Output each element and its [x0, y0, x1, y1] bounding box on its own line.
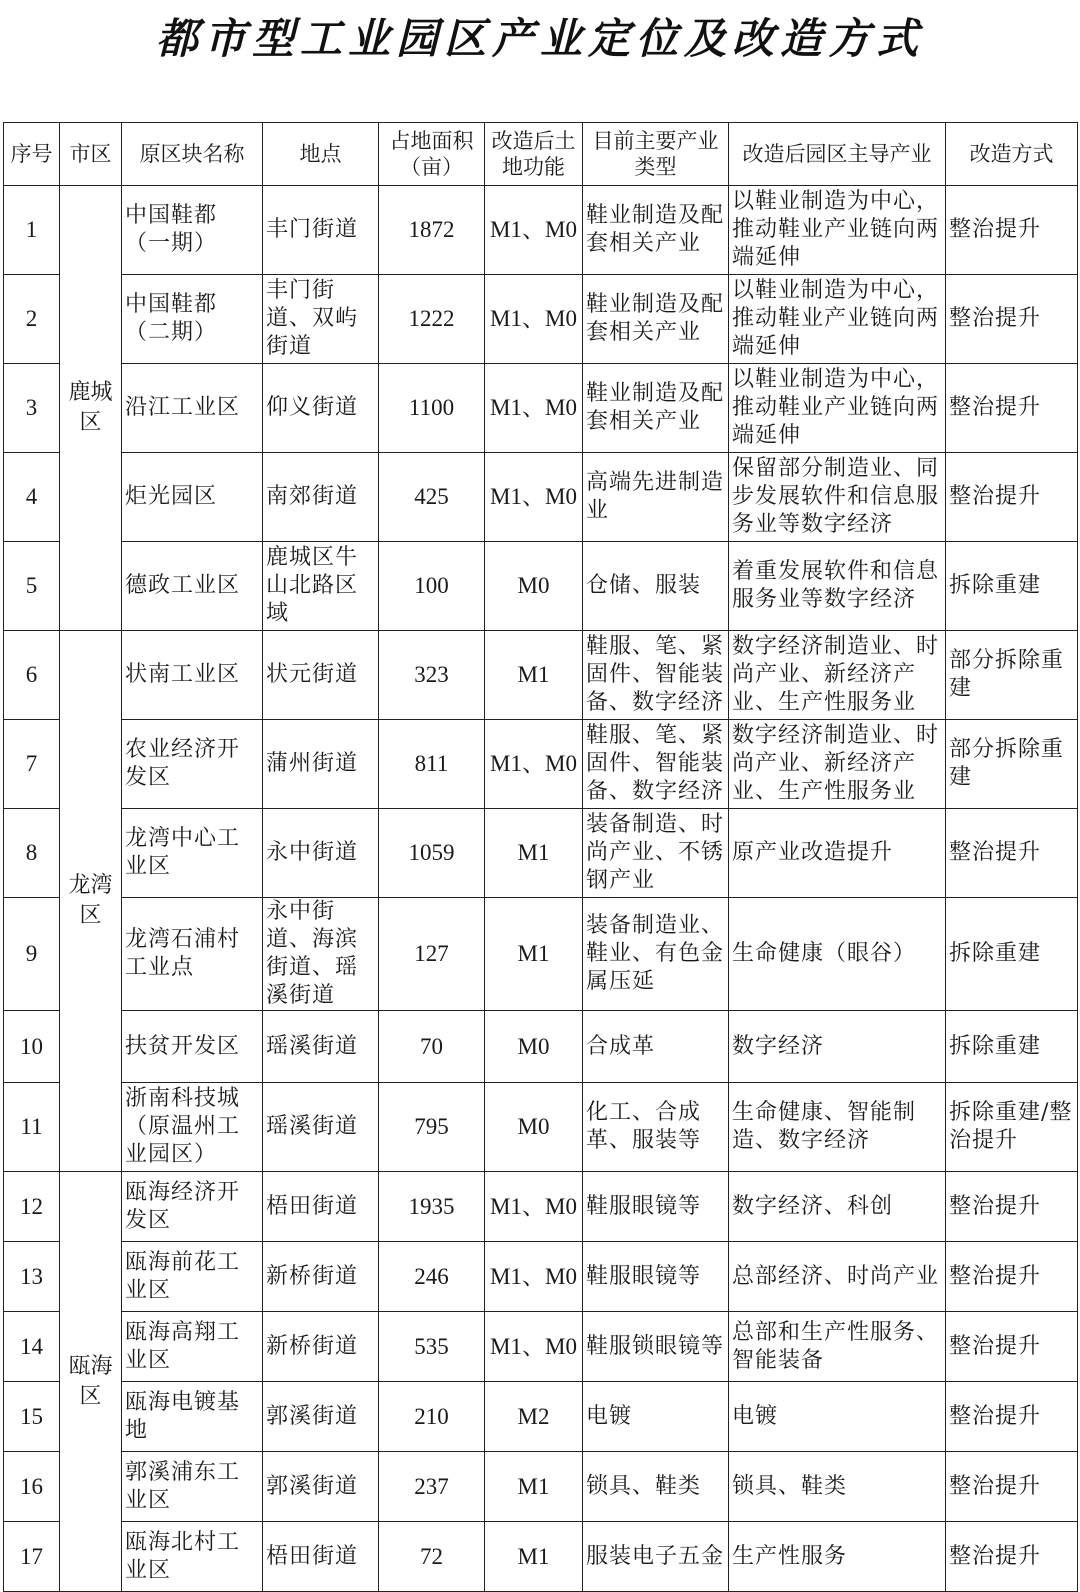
- cell-method: 整治提升: [946, 364, 1078, 453]
- cell-current: 锁具、鞋类: [583, 1452, 729, 1522]
- cell-location: 瑶溪街道: [263, 1011, 379, 1083]
- table-row: [4, 898, 1078, 1011]
- cell-future: 以鞋业制造为中心，推动鞋业产业链向两端延伸: [729, 186, 946, 275]
- cell-current: 鞋服眼镜等: [583, 1242, 729, 1312]
- cell-name: 瓯海电镀基地: [122, 1382, 263, 1452]
- cell-name: 龙湾中心工业区: [122, 809, 263, 898]
- cell-name: 中国鞋都（一期）: [122, 186, 263, 275]
- cell-district-lucheng: 鹿城区: [60, 186, 122, 631]
- cell-future: 数字经济制造业、时尚产业、新经济产业、生产性服务业: [729, 631, 946, 720]
- cell-location: 新桥街道: [263, 1242, 379, 1312]
- cell-function: M1: [485, 1452, 583, 1522]
- cell-location: 瑶溪街道: [263, 1083, 379, 1172]
- cell-current: 鞋服、笔、紧固件、智能装备、数字经济: [583, 631, 729, 720]
- cell-future: 生命健康、智能制造、数字经济: [729, 1083, 946, 1172]
- table-header: [4, 123, 1078, 186]
- cell-seq: 12: [4, 1172, 60, 1242]
- page-title: 都市型工业园区产业定位及改造方式: [155, 14, 924, 63]
- table-row: [4, 1172, 1078, 1242]
- cell-seq: 17: [4, 1522, 60, 1592]
- cell-location: 永中街道、海滨街道、瑶溪街道: [263, 898, 379, 1011]
- cell-current: 化工、合成革、服装等: [583, 1083, 729, 1172]
- cell-current: 鞋服锁眼镜等: [583, 1312, 729, 1382]
- cell-seq: 3: [4, 364, 60, 453]
- cell-location: 梧田街道: [263, 1522, 379, 1592]
- cell-location: 新桥街道: [263, 1312, 379, 1382]
- table-row: [4, 364, 1078, 453]
- cell-current: 装备制造、时尚产业、不锈钢产业: [583, 809, 729, 898]
- cell-seq: 14: [4, 1312, 60, 1382]
- cell-method: 整治提升: [946, 1452, 1078, 1522]
- cell-method: 整治提升: [946, 1172, 1078, 1242]
- cell-name: 龙湾石浦村工业点: [122, 898, 263, 1011]
- cell-location: 丰门街道、双屿街道: [263, 275, 379, 364]
- cell-function: M1: [485, 898, 583, 1011]
- cell-area: 237: [379, 1452, 485, 1522]
- cell-location: 郭溪街道: [263, 1452, 379, 1522]
- cell-future: 总部和生产性服务、智能装备: [729, 1312, 946, 1382]
- cell-method: 整治提升: [946, 186, 1078, 275]
- cell-current: 鞋业制造及配套相关产业: [583, 186, 729, 275]
- cell-method: 整治提升: [946, 453, 1078, 542]
- table-row: [4, 1452, 1078, 1522]
- cell-name: 中国鞋都（二期）: [122, 275, 263, 364]
- cell-method: 拆除重建: [946, 1011, 1078, 1083]
- header-district: 市区: [60, 123, 122, 186]
- cell-future: 数字经济: [729, 1011, 946, 1083]
- table-row: [4, 1242, 1078, 1312]
- cell-location: 状元街道: [263, 631, 379, 720]
- cell-function: M1、M0: [485, 453, 583, 542]
- cell-area: 425: [379, 453, 485, 542]
- cell-method: 拆除重建: [946, 898, 1078, 1011]
- cell-district-ouhai: 瓯海区: [60, 1172, 122, 1592]
- cell-future: 以鞋业制造为中心，推动鞋业产业链向两端延伸: [729, 364, 946, 453]
- cell-area: 1222: [379, 275, 485, 364]
- cell-method: 部分拆除重建: [946, 631, 1078, 720]
- cell-seq: 11: [4, 1083, 60, 1172]
- cell-function: M0: [485, 1083, 583, 1172]
- cell-future: 以鞋业制造为中心，推动鞋业产业链向两端延伸: [729, 275, 946, 364]
- header-current-industry: 目前主要产业类型: [583, 123, 729, 186]
- table-row: [4, 1011, 1078, 1083]
- cell-function: M1、M0: [485, 1172, 583, 1242]
- cell-name: 沿江工业区: [122, 364, 263, 453]
- cell-name: 浙南科技城（原温州工业园区）: [122, 1083, 263, 1172]
- cell-location: 永中街道: [263, 809, 379, 898]
- cell-area: 1935: [379, 1172, 485, 1242]
- header-location: 地点: [263, 123, 379, 186]
- cell-area: 811: [379, 720, 485, 809]
- cell-area: 1059: [379, 809, 485, 898]
- cell-future: 生产性服务: [729, 1522, 946, 1592]
- cell-method: 整治提升: [946, 1242, 1078, 1312]
- cell-name: 瓯海前花工业区: [122, 1242, 263, 1312]
- cell-method: 整治提升: [946, 1382, 1078, 1452]
- cell-future: 数字经济制造业、时尚产业、新经济产业、生产性服务业: [729, 720, 946, 809]
- table-row: [4, 542, 1078, 631]
- cell-function: M1、M0: [485, 275, 583, 364]
- cell-function: M0: [485, 1011, 583, 1083]
- cell-area: 795: [379, 1083, 485, 1172]
- cell-function: M1: [485, 809, 583, 898]
- table-row: [4, 1083, 1078, 1172]
- cell-seq: 15: [4, 1382, 60, 1452]
- cell-current: 鞋业制造及配套相关产业: [583, 275, 729, 364]
- header-seq: 序号: [4, 123, 60, 186]
- table-row: [4, 631, 1078, 720]
- cell-area: 535: [379, 1312, 485, 1382]
- cell-seq: 4: [4, 453, 60, 542]
- cell-seq: 13: [4, 1242, 60, 1312]
- table-row: [4, 186, 1078, 275]
- cell-location: 郭溪街道: [263, 1382, 379, 1452]
- industrial-park-table: [3, 122, 1078, 1592]
- cell-method: 整治提升: [946, 1312, 1078, 1382]
- cell-name: 炬光园区: [122, 453, 263, 542]
- cell-method: 拆除重建: [946, 542, 1078, 631]
- cell-area: 127: [379, 898, 485, 1011]
- cell-future: 数字经济、科创: [729, 1172, 946, 1242]
- cell-function: M1、M0: [485, 186, 583, 275]
- cell-location: 鹿城区牛山北路区域: [263, 542, 379, 631]
- cell-current: 服装电子五金: [583, 1522, 729, 1592]
- cell-current: 鞋服、笔、紧固件、智能装备、数字经济: [583, 720, 729, 809]
- cell-area: 70: [379, 1011, 485, 1083]
- cell-location: 仰义街道: [263, 364, 379, 453]
- cell-name: 扶贫开发区: [122, 1011, 263, 1083]
- cell-name: 郭溪浦东工业区: [122, 1452, 263, 1522]
- cell-area: 1100: [379, 364, 485, 453]
- cell-seq: 16: [4, 1452, 60, 1522]
- cell-current: 高端先进制造业: [583, 453, 729, 542]
- cell-name: 农业经济开发区: [122, 720, 263, 809]
- cell-function: M1: [485, 1522, 583, 1592]
- cell-current: 鞋业制造及配套相关产业: [583, 364, 729, 453]
- cell-current: 鞋服眼镜等: [583, 1172, 729, 1242]
- cell-future: 保留部分制造业、同步发展软件和信息服务业等数字经济: [729, 453, 946, 542]
- header-method: 改造方式: [946, 123, 1078, 186]
- cell-function: M0: [485, 542, 583, 631]
- header-name: 原区块名称: [122, 123, 263, 186]
- cell-area: 100: [379, 542, 485, 631]
- cell-name: 状南工业区: [122, 631, 263, 720]
- cell-seq: 8: [4, 809, 60, 898]
- header-future-industry: 改造后园区主导产业: [729, 123, 946, 186]
- table-row: [4, 453, 1078, 542]
- cell-seq: 1: [4, 186, 60, 275]
- table-row: [4, 1522, 1078, 1592]
- table-body: [4, 186, 1078, 1592]
- cell-method: 部分拆除重建: [946, 720, 1078, 809]
- cell-future: 着重发展软件和信息服务业等数字经济: [729, 542, 946, 631]
- cell-function: M1: [485, 631, 583, 720]
- table-row: [4, 1382, 1078, 1452]
- cell-future: 原产业改造提升: [729, 809, 946, 898]
- cell-area: 72: [379, 1522, 485, 1592]
- cell-name: 瓯海高翔工业区: [122, 1312, 263, 1382]
- cell-future: 锁具、鞋类: [729, 1452, 946, 1522]
- cell-current: 合成革: [583, 1011, 729, 1083]
- cell-seq: 2: [4, 275, 60, 364]
- cell-function: M2: [485, 1382, 583, 1452]
- cell-current: 装备制造业、鞋业、有色金属压延: [583, 898, 729, 1011]
- cell-function: M1、M0: [485, 364, 583, 453]
- table-row: [4, 275, 1078, 364]
- cell-function: M1、M0: [485, 1242, 583, 1312]
- cell-area: 210: [379, 1382, 485, 1452]
- cell-current: 仓储、服装: [583, 542, 729, 631]
- cell-method: 整治提升: [946, 809, 1078, 898]
- cell-future: 总部经济、时尚产业: [729, 1242, 946, 1312]
- cell-method: 拆除重建/整治提升: [946, 1083, 1078, 1172]
- cell-name: 瓯海北村工业区: [122, 1522, 263, 1592]
- cell-location: 丰门街道: [263, 186, 379, 275]
- cell-location: 蒲州街道: [263, 720, 379, 809]
- cell-method: 整治提升: [946, 1522, 1078, 1592]
- cell-seq: 7: [4, 720, 60, 809]
- cell-function: M1、M0: [485, 720, 583, 809]
- table-row: [4, 1312, 1078, 1382]
- cell-location: 南郊街道: [263, 453, 379, 542]
- cell-seq: 6: [4, 631, 60, 720]
- cell-future: 电镀: [729, 1382, 946, 1452]
- cell-current: 电镀: [583, 1382, 729, 1452]
- table-row: [4, 809, 1078, 898]
- cell-function: M1、M0: [485, 1312, 583, 1382]
- cell-future: 生命健康（眼谷）: [729, 898, 946, 1011]
- header-function: 改造后土地功能: [485, 123, 583, 186]
- cell-area: 246: [379, 1242, 485, 1312]
- table-row: [4, 720, 1078, 809]
- cell-seq: 10: [4, 1011, 60, 1083]
- header-area: 占地面积（亩）: [379, 123, 485, 186]
- cell-seq: 9: [4, 898, 60, 1011]
- cell-area: 1872: [379, 186, 485, 275]
- cell-name: 德政工业区: [122, 542, 263, 631]
- cell-method: 整治提升: [946, 275, 1078, 364]
- cell-area: 323: [379, 631, 485, 720]
- cell-seq: 5: [4, 542, 60, 631]
- cell-district-longwan: 龙湾区: [60, 631, 122, 1172]
- cell-name: 瓯海经济开发区: [122, 1172, 263, 1242]
- cell-location: 梧田街道: [263, 1172, 379, 1242]
